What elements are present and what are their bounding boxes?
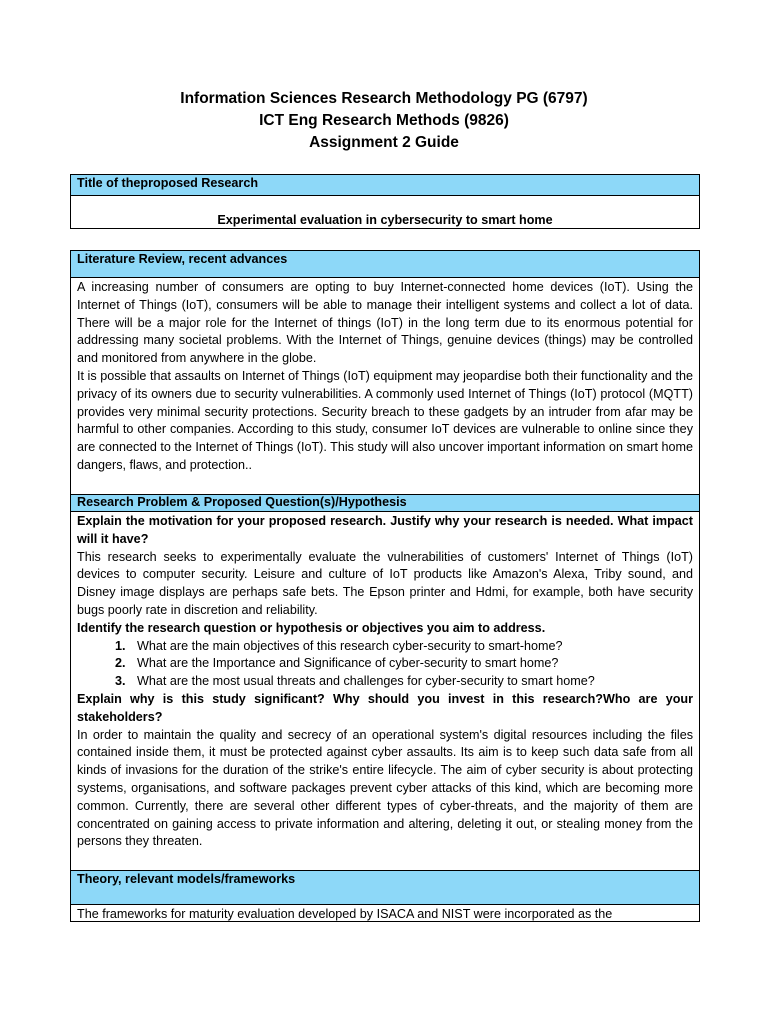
literature-body xyxy=(71,278,699,494)
document-header xyxy=(0,88,768,154)
list-item: 1. What are the main objectives of this research cyber-security to smart-home? xyxy=(129,638,693,656)
literature-heading: Literature Review, recent advances xyxy=(71,251,699,278)
motivation-question: Explain the motivation for your proposed research. Justify why your research is needed. What impact will it have? xyxy=(77,514,693,546)
research-problem-heading: Research Problem & Proposed Question(s)/Hypothesis xyxy=(71,494,699,512)
research-problem-body xyxy=(71,512,699,870)
literature-paragraph-2: It is possible that assaults on Internet of Things (IoT) equipment may jeopardise both their functionality and the privacy of its owners due to security vulnerabilities. A commonly used Internet of Things (IoT) protocol (MQTT) provides very minimal security protections. Security breach to these gadgets by an intruder from afar may be harmful to other companies. According to this study, consumer IoT devices are vulnerable to online since they are connected to the Internet of Things (IoT). This study will also uncover important information on smart home dangers, flaws, and protection.. xyxy=(77,368,693,472)
significance-question: Explain why is this study significant? Why should you invest in this research?Who are your stakeholders? xyxy=(77,691,693,724)
title-section xyxy=(70,174,700,229)
theory-body: The frameworks for maturity evaluation developed by ISACA and NIST were incorporated as the xyxy=(77,907,613,921)
significance-answer: In order to maintain the quality and secrecy of an operational system's digital resources including the files contained inside them, it must be protected against cyber assaults. Its aim is to keep such data safe from all kinds of invasions for the duration of the strike's entire lifecycle. The aim of cyber security is about protecting systems, organisations, and software packages prevent cyber attacks of this kind, which are becoming more common. Currently, there are several other different types of cyber-threats, and the majority of them are concentrated on gaining access to private information and altering, deleting it out, or stealing money from the persons they threaten. xyxy=(77,727,693,849)
literature-paragraph-1: A increasing number of consumers are opting to buy Internet-connected home devices (IoT). Using the Internet of Things (IoT), consumers will be able to manage their intelligent systems and collect a lot of data. There will be a major role for the Internet of things (IoT) in the long term due to its enormous potential for addressing many societal problems. With the Internet of Things, genuine devices (things) may be controlled and monitored from anywhere in the globe. xyxy=(77,280,693,366)
course-subtitle: ICT Eng Research Methods (9826) xyxy=(259,112,509,129)
list-item: 3. What are the most usual threats and challenges for cyber-security to smart home? xyxy=(129,673,693,691)
motivation-answer: This research seeks to experimentally evaluate the vulnerabilities of customers' Internet of Things (IoT) devices to computer security. Leisure and culture of IoT products like Amazon's Alexa, Triby sound, and Disney image displays are perhaps safe bets. The Epson printer and Hdmi, for example, both have security bugs poorly rate in discretion and reliability. xyxy=(77,549,693,617)
main-table xyxy=(70,250,700,922)
theory-heading: Theory, relevant models/frameworks xyxy=(71,870,699,905)
course-title: Information Sciences Research Methodology PG (6797) xyxy=(180,90,588,107)
assignment-title: Assignment 2 Guide xyxy=(309,134,459,151)
objectives-question: Identify the research question or hypothesis or objectives you aim to address. xyxy=(77,620,546,635)
objectives-list xyxy=(77,638,693,691)
title-section-heading: Title of theproposed Research xyxy=(71,175,699,196)
list-item: 2. What are the Importance and Significance of cyber-security to smart home? xyxy=(129,655,693,673)
research-title: Experimental evaluation in cybersecurity to smart home xyxy=(217,213,553,227)
